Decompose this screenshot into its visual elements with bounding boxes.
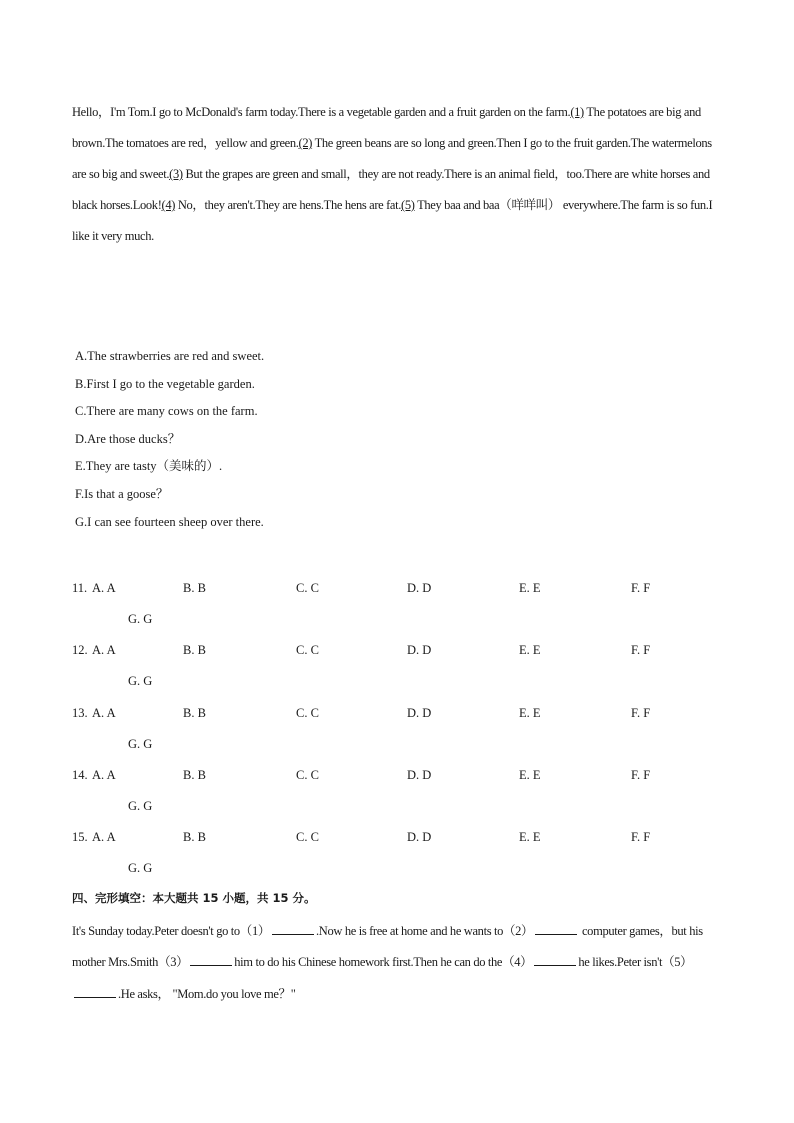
choice-f[interactable]: F. F <box>631 705 651 720</box>
choice-b[interactable]: B. B <box>183 705 206 720</box>
choice-g[interactable]: G. G <box>128 861 153 876</box>
choice-f[interactable]: F. F <box>631 581 651 595</box>
passage-text: The green beans are so long and green.Then I go to the fruit garden.The watermelons are so big and sweet. <box>72 136 712 181</box>
question-choices-row <box>72 703 752 723</box>
cloze-text: .He asks， "Mom.do you love me？" <box>118 986 296 1001</box>
choice-d[interactable]: D. D <box>407 767 432 782</box>
cloze-paragraph <box>72 916 732 1010</box>
choice-a[interactable]: A. A <box>92 581 116 595</box>
question-13 <box>72 699 752 761</box>
choice-e[interactable]: E. E <box>519 830 541 845</box>
question-choices-row <box>72 765 752 785</box>
choice-e[interactable]: E. E <box>519 581 541 595</box>
choice-c[interactable]: C. C <box>296 581 319 595</box>
section-heading: 四、完形填空：本大题共 15 小题，共 15 分。 <box>72 891 316 905</box>
question-14 <box>72 761 752 823</box>
passage-text: The potatoes are big and brown.The tomatoes are red，yellow and green. <box>72 105 701 150</box>
cloze-text: computer games，but his mother Mrs.Smith（3） <box>72 924 703 970</box>
choice-e[interactable]: E. E <box>519 767 541 782</box>
question-choices-row <box>72 640 752 660</box>
question-number: 13. <box>72 705 88 720</box>
answer-options-list <box>75 343 475 536</box>
cloze-blank-2[interactable] <box>535 922 577 935</box>
choice-a[interactable]: A. A <box>92 767 116 782</box>
cloze-blank-1[interactable] <box>272 922 314 935</box>
option-d: D.Are those ducks？ <box>75 431 181 446</box>
cloze-blank-3[interactable] <box>190 953 232 966</box>
choice-c[interactable]: C. C <box>296 830 319 845</box>
question-15 <box>72 823 752 885</box>
cloze-blank-5[interactable] <box>74 985 116 998</box>
question-12 <box>72 636 752 698</box>
choice-g[interactable]: G. G <box>128 736 153 751</box>
question-number: 15. <box>72 830 88 845</box>
blank-ref-5: (5) <box>401 198 415 212</box>
option-a: A.The strawberries are red and sweet. <box>75 349 265 363</box>
option-c: C.There are many cows on the farm. <box>75 404 258 419</box>
question-choices-row-2 <box>128 734 152 754</box>
choice-a[interactable]: A. A <box>92 705 116 720</box>
choice-b[interactable]: B. B <box>183 767 206 782</box>
question-number: 12. <box>72 643 88 658</box>
cloze-blank-4[interactable] <box>534 953 576 966</box>
option-b: B.First I go to the vegetable garden. <box>75 376 255 391</box>
choice-a[interactable]: A. A <box>92 830 116 845</box>
choice-c[interactable]: C. C <box>296 767 319 782</box>
choice-e[interactable]: E. E <box>519 705 541 720</box>
choice-b[interactable]: B. B <box>183 581 206 595</box>
choice-d[interactable]: D. D <box>407 830 432 845</box>
question-choices-row <box>72 578 752 598</box>
cloze-text: .Now he is free at home and he wants to（2） <box>316 924 534 938</box>
option-f: F.Is that a goose？ <box>75 486 169 501</box>
question-number: 14. <box>72 767 88 782</box>
choice-b[interactable]: B. B <box>183 830 206 845</box>
cloze-text: It's Sunday today.Peter doesn't go to（1） <box>72 924 271 938</box>
blank-ref-2: (2) <box>298 136 313 150</box>
question-11 <box>72 574 752 636</box>
choice-g[interactable]: G. G <box>128 674 153 689</box>
choice-g[interactable]: G. G <box>128 798 153 813</box>
question-list <box>72 574 752 885</box>
choice-d[interactable]: D. D <box>407 705 432 720</box>
cloze-text: he likes.Peter isn't（5） <box>578 955 693 970</box>
choice-e[interactable]: E. E <box>519 643 541 658</box>
blank-ref-4: (4) <box>161 198 176 212</box>
cloze-passage <box>72 916 732 1010</box>
passage-text: Hello，I'm Tom.I go to McDonald's farm today.There is a vegetable garden and a fruit garden on the farm. <box>72 105 571 119</box>
question-number: 11. <box>72 581 88 595</box>
option-g: G.I can see fourteen sheep over there. <box>75 514 264 529</box>
choice-d[interactable]: D. D <box>407 581 432 595</box>
question-choices-row-2 <box>128 671 152 691</box>
passage-text: No，they aren't.They are hens.The hens are fat. <box>175 198 402 212</box>
passage-text: They baa and baa（咩咩叫） everywhere.The farm is so fun.I like it very much. <box>72 198 713 243</box>
choice-f[interactable]: F. F <box>631 643 651 658</box>
choice-g[interactable]: G. G <box>128 612 153 626</box>
passage-paragraph <box>72 97 722 252</box>
choice-d[interactable]: D. D <box>407 643 432 658</box>
choice-a[interactable]: A. A <box>92 643 116 658</box>
choice-f[interactable]: F. F <box>631 830 651 845</box>
question-choices-row <box>72 827 752 847</box>
choice-b[interactable]: B. B <box>183 643 206 658</box>
blank-ref-1: (1) <box>570 105 584 119</box>
question-choices-row-2 <box>128 858 152 878</box>
question-choices-row-2 <box>128 609 152 629</box>
question-choices-row-2 <box>128 796 152 816</box>
blank-ref-3: (3) <box>169 167 183 181</box>
choice-c[interactable]: C. C <box>296 643 319 658</box>
option-e: E.They are tasty（美味的）. <box>75 459 223 474</box>
reading-passage <box>72 97 722 252</box>
choice-c[interactable]: C. C <box>296 705 319 720</box>
cloze-text: him to do his Chinese homework first.Then he can do the（4） <box>234 955 533 970</box>
choice-f[interactable]: F. F <box>631 767 651 782</box>
passage-text: But the grapes are green and small，they are not ready.There is an animal field，too.There are white horses and black horses.Look! <box>72 167 710 212</box>
